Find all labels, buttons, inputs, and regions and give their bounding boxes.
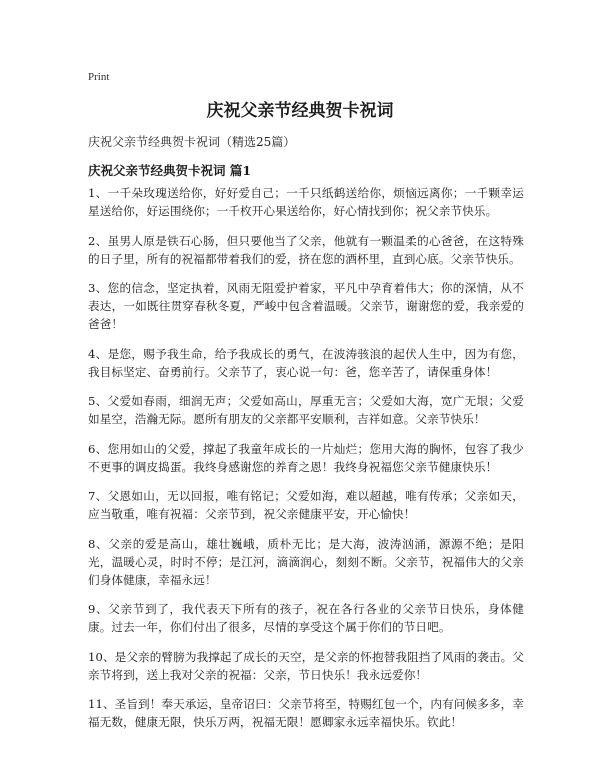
- paragraph-list: [88, 184, 524, 743]
- paragraph-4: 4、是您，赐予我生命，给予我成长的勇气，在波涛骇浪的起伏人生中，因为有您，我目标坚定、奋勇前行。父亲节了，衷心说一句：爸，您辛苦了，请保重身体！: [88, 346, 524, 379]
- paragraph-11: 11、圣旨到！奉天承运，皇帝诏曰：父亲节将至，特赐红包一个，内有问候多多，幸福无数，健康无限，快乐万两，祝福无限！愿卿家永远幸福快乐。钦此！: [88, 697, 524, 729]
- paragraph-6: 6、您用如山的父爱，撑起了我童年成长的一片灿烂；您用大海的胸怀，包容了我少不更事的调皮捣蛋。我终身感谢您的养育之恩！我终身祝福您父亲节健康快乐！: [88, 441, 524, 474]
- document-title: 庆祝父亲节经典贺卡祝词: [206, 101, 394, 121]
- document-subtitle: 庆祝父亲节经典贺卡祝词（精选25篇）: [88, 135, 296, 149]
- paragraph-8: 8、父亲的爱是高山，雄壮巍峨，质朴无比；是大海，波涛汹涌，源源不绝；是阳光，温暖心灵，时时不停；是江河，滴滴润心，刻刻不断。父亲节，祝福伟大的父亲们身体健康，幸福永远！: [88, 536, 524, 587]
- paragraph-2: 2、虽男人原是铁石心肠，但只要他当了父亲，他就有一颗温柔的心爸爸，在这特殊的日子里，所有的祝福都带着我们的爱，挤在您的酒杯里，直到心底。父亲节快乐。: [88, 233, 524, 266]
- paragraph-7: 7、父恩如山，无以回报，唯有铭记；父爱如海，难以超越，唯有传承；父亲如天，应当敬重，唯有祝福：父亲节到，祝父亲健康平安，开心愉快！: [88, 489, 524, 521]
- paragraph-3: 3、您的信念，坚定执着，风雨无阻爱护着家，平凡中孕育着伟大；你的深情，从不表达，一如既往贯穿春秋冬夏，严峻中包含着温暖。父亲节，谢谢您的爱，我亲爱的爸爸！: [88, 281, 524, 331]
- paragraph-1: 1、一千朵玫瑰送给你，好好爱自己；一千只纸鹤送给你，烦恼远离你；一千颗幸运星送给你，好运围绕你；一千枚开心果送给你，好心情找到你；祝父亲节快乐。: [88, 186, 524, 218]
- print-link[interactable]: Print: [88, 71, 110, 83]
- paragraph-9: 9、父亲节到了，我代表天下所有的孩子，祝在各行各业的父亲节日快乐，身体健康。过去一年，你们付出了很多，尽情的享受这个属于你们的节日吧。: [88, 602, 524, 634]
- paragraph-10: 10、是父亲的臂膀为我撑起了成长的天空，是父亲的怀抱替我阻挡了风雨的袭击。父亲节将到，送上我对父亲的祝福：父亲，节日快乐！我永远爱你！: [88, 649, 524, 682]
- paragraph-5: 5、父爱如春雨，细润无声；父爱如高山，厚重无言；父爱如大海，宽广无垠；父爱如星空，浩瀚无际。愿所有朋友的父亲都平安顺利，吉祥如意。父亲节快乐！: [88, 394, 524, 426]
- section-heading: 庆祝父亲节经典贺卡祝词 篇1: [88, 163, 252, 178]
